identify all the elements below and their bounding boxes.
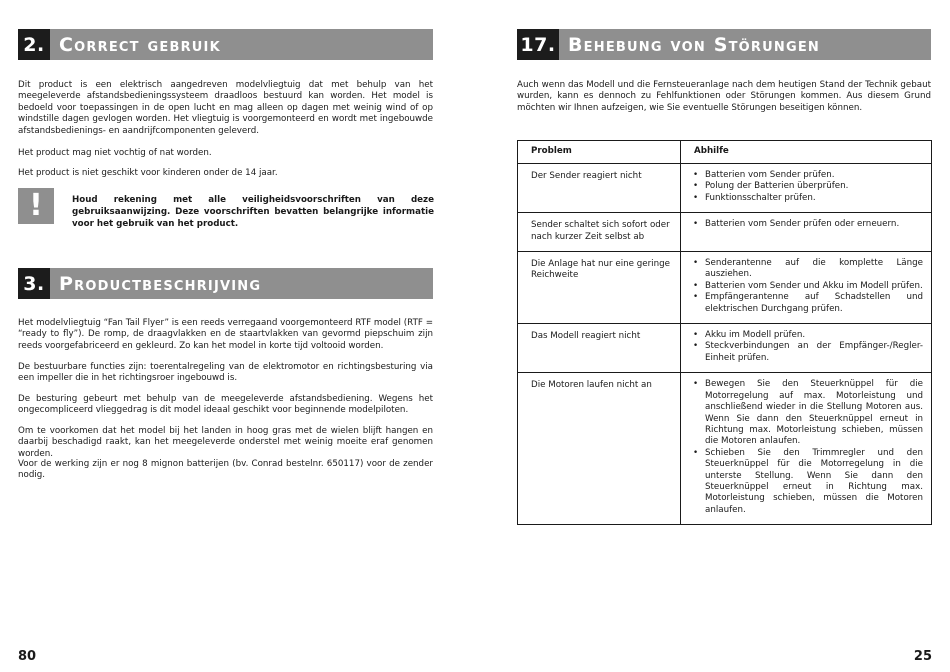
right-page [475, 0, 950, 672]
remedy-item: • Bewegen Sie den Steuerknüppel für die Motorregelung auf max. Motorleistung und anschließend wieder in die Stellung Motoren aus. Wenn Sie dann den Steuerknüppel erneut in Richtung max. Motorleistung schieben, müssen die Motoren anlaufen. [692, 379, 923, 447]
remedy-cell [681, 373, 932, 525]
section-2-paragraph: Het product mag niet vochtig of nat worden. [18, 148, 212, 158]
remedy-list [692, 379, 923, 516]
section-3-heading [18, 268, 433, 299]
section-3-number: 3. [18, 268, 50, 299]
remedy-item: • Batterien vom Sender und Akku im Modell prüfen. [692, 281, 923, 292]
remedy-item: • Batterien vom Sender prüfen oder erneuern. [692, 219, 923, 230]
remedy-item: • Batterien vom Sender prüfen. [692, 170, 923, 181]
remedy-list [692, 170, 923, 204]
remedy-item: • Akku im Modell prüfen. [692, 330, 923, 341]
section-3-paragraph: Het modelvliegtuig “Fan Tail Flyer” is een reeds verregaand voorgemonteerd RTF model (RTF = “ready to fly”). De romp, de draagvlakken en de staartvlakken van gevormd piepschuim zijn reeds voorgefabriceerd en gekleurd. Zo kan het model in korte tijd voltooid worden. [18, 318, 433, 351]
header-problem: Problem [518, 141, 681, 164]
section-2-heading [18, 29, 433, 60]
remedy-cell [681, 252, 932, 324]
table-row [518, 213, 932, 252]
remedy-cell [681, 164, 932, 213]
section-2-number: 2. [18, 29, 50, 60]
problem-cell: Sender schaltet sich sofort oder nach kurzer Zeit selbst ab [518, 213, 681, 252]
section-17-number: 17. [517, 29, 559, 60]
remedy-item: • Funktionsschalter prüfen. [692, 193, 923, 204]
table-row [518, 324, 932, 373]
remedy-list [692, 219, 923, 230]
remedy-cell [681, 324, 932, 373]
remedy-item: • Steckverbindungen an der Empfänger-/Regler-Einheit prüfen. [692, 341, 923, 364]
section-3-paragraph: Om te voorkomen dat het model bij het landen in hoog gras met de wielen blijft hangen en daarbij beschadigd raakt, kan het meegeleverde onderstel met weinig moeite eraf genomen worden. [18, 426, 433, 459]
remedy-item: • Senderantenne auf die komplette Länge ausziehen. [692, 258, 923, 281]
exclamation-icon: ! [29, 188, 43, 223]
warning-box [18, 188, 54, 224]
table-row [518, 373, 932, 525]
table-row [518, 252, 932, 324]
table-header-row [518, 141, 932, 164]
section-3-paragraph: Voor de werking zijn er nog 8 mignon batterijen (bv. Conrad bestelnr. 650117) voor de zender nodig. [18, 459, 433, 481]
section-2-title: Correct gebruik [59, 33, 221, 56]
remedy-list [692, 258, 923, 315]
troubleshooting-table [517, 140, 932, 525]
section-2-paragraph: Dit product is een elektrisch aangedreven modelvliegtuig dat met behulp van het meegeleverde afstandsbedieningssysteem draadloos bestuurd kan worden. Het model is bedoeld voor toepassingen in de open lucht en mag alleen op dagen met weinig wind of op windstille dagen gevlogen worden. Het vliegtuig is voorgemonteerd en wordt met ingebouwde afstandsbedienings- en aandrijfcomponenten geleverd. [18, 80, 433, 136]
section-3-paragraph: De bestuurbare functies zijn: toerentalregeling van de elektromotor en richtingsbesturing via een impeller die in het richtingsroer ingebouwd is. [18, 362, 433, 384]
problem-cell: Der Sender reagiert nicht [518, 164, 681, 213]
remedy-list [692, 330, 923, 364]
problem-cell: Die Anlage hat nur eine geringe Reichweite [518, 252, 681, 324]
page-number-left: 80 [18, 649, 37, 664]
problem-cell: Die Motoren laufen nicht an [518, 373, 681, 525]
section-3-paragraph: De besturing gebeurt met behulp van de meegeleverde afstandsbediening. Wegens het ongecompliceerd vlieggedrag is dit model ideaal geschikt voor beginnende modelpiloten. [18, 394, 433, 416]
remedy-item: • Polung der Batterien überprüfen. [692, 181, 923, 192]
section-17-intro: Auch wenn das Modell und die Fernsteueranlage nach dem heutigen Stand der Technik gebaut wurden, kann es dennoch zu Fehlfunktionen oder Störungen kommen. Aus diesem Grund möchten wir Ihnen aufzeigen, wie Sie eventuelle Störungen beseitigen können. [517, 80, 931, 113]
table-row [518, 164, 932, 213]
warning-text: Houd rekening met alle veiligheidsvoorschriften van deze gebruiksaanwijzing. Deze voorschriften bevatten belangrijke informatie voor het gebruik van het product. [72, 195, 434, 229]
remedy-item: • Schieben Sie den Trimmregler und den Steuerknüppel für die Motorregelung in die unterste Stellung. Wenn Sie dann den Steuerknüppel erneut in Richtung max. Motorleistung schieben, müssen die Motoren anlaufen. [692, 448, 923, 516]
section-2-paragraph: Het product is niet geschikt voor kinderen onder de 14 jaar. [18, 168, 278, 178]
header-remedy: Abhilfe [681, 141, 932, 164]
page-number-right: 25 [913, 649, 932, 664]
section-17-title: Behebung von Störungen [568, 33, 821, 56]
section-17-heading [517, 29, 931, 60]
section-3-title: Productbeschrijving [59, 272, 262, 295]
problem-cell: Das Modell reagiert nicht [518, 324, 681, 373]
remedy-cell [681, 213, 932, 252]
remedy-item: • Empfängerantenne auf Schadstellen und elektrischen Durchgang prüfen. [692, 292, 923, 315]
